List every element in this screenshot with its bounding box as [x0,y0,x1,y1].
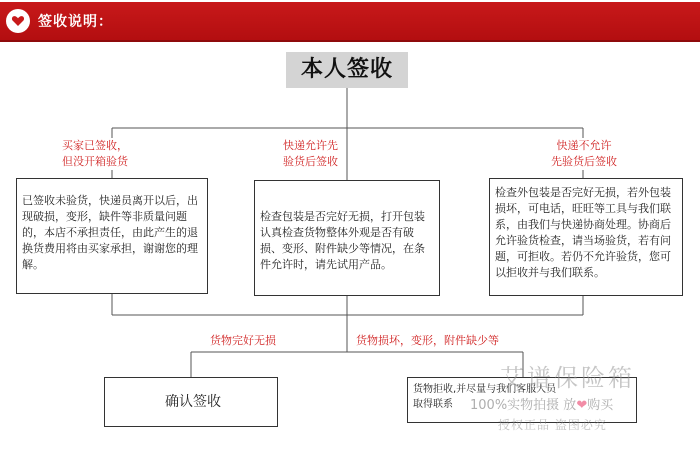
branch-label-right-line2: 先验货后签收 [551,155,617,168]
reject-goods-text-line2: 取得联系 [413,399,453,410]
branch-label-mid-line1: 快递允许先 [283,139,338,152]
header-title: 签收说明： [38,14,113,30]
branch-label-left [62,138,128,170]
branch-label-mid-line2: 验货后签收 [283,155,338,168]
watermark-brand: 艾谱保险箱 [500,364,635,392]
branch-box-right [489,178,683,296]
reject-goods-box [407,377,637,423]
reject-goods-text-line1: 货物拒收,并尽量与我们客服人员 [413,384,557,395]
watermark-copyright: 授权正品 盗图必究 [498,418,607,432]
outcome-label-bad: 货物损坏，变形，附件缺少等 [356,334,499,347]
outcome-label-good: 货物完好无损 [210,334,276,347]
branch-label-mid [283,138,338,170]
branch-label-right-line1: 快递不允许 [556,139,612,152]
branch-label-right [551,138,617,170]
watermark-photo-note-post: 购买 [587,398,614,413]
branch-box-left [16,178,208,294]
watermark-photo-note-pre: 100%实物拍摄 放 [470,398,577,413]
confirm-receipt-box: 确认签收 [104,377,278,427]
top-title-box: 本人签收 [286,52,408,88]
branch-box-right-text: 检查外包装是否完好无损，若外包装损坏，可电话，旺旺等工具与我们联系，由我们与快递协商处理。协商后允许验货检查，请当场验货，若有问题，可拒收。若仍不允许验货，您可以拒收并与我们联系。 [495,186,671,279]
heart-icon: ❤ [576,398,588,413]
branch-box-left-text: 已签收未验货，快递员离开以后，出现破损，变形，缺件等非质量问题的，本店不承担责任，由此产生的退换货费用将由买家承担，谢谢您的理解。 [22,194,198,271]
branch-box-mid-text: 检查包装是否完好无损，打开包装认真检查货物整体外观是否有破损、变形、附件缺少等情况，在条件允许时，请先试用产品。 [260,210,425,271]
branch-box-mid [254,180,440,296]
branch-label-left-line2: 但没开箱验货 [62,155,128,168]
branch-label-left-line1: 买家已签收， [62,139,128,152]
